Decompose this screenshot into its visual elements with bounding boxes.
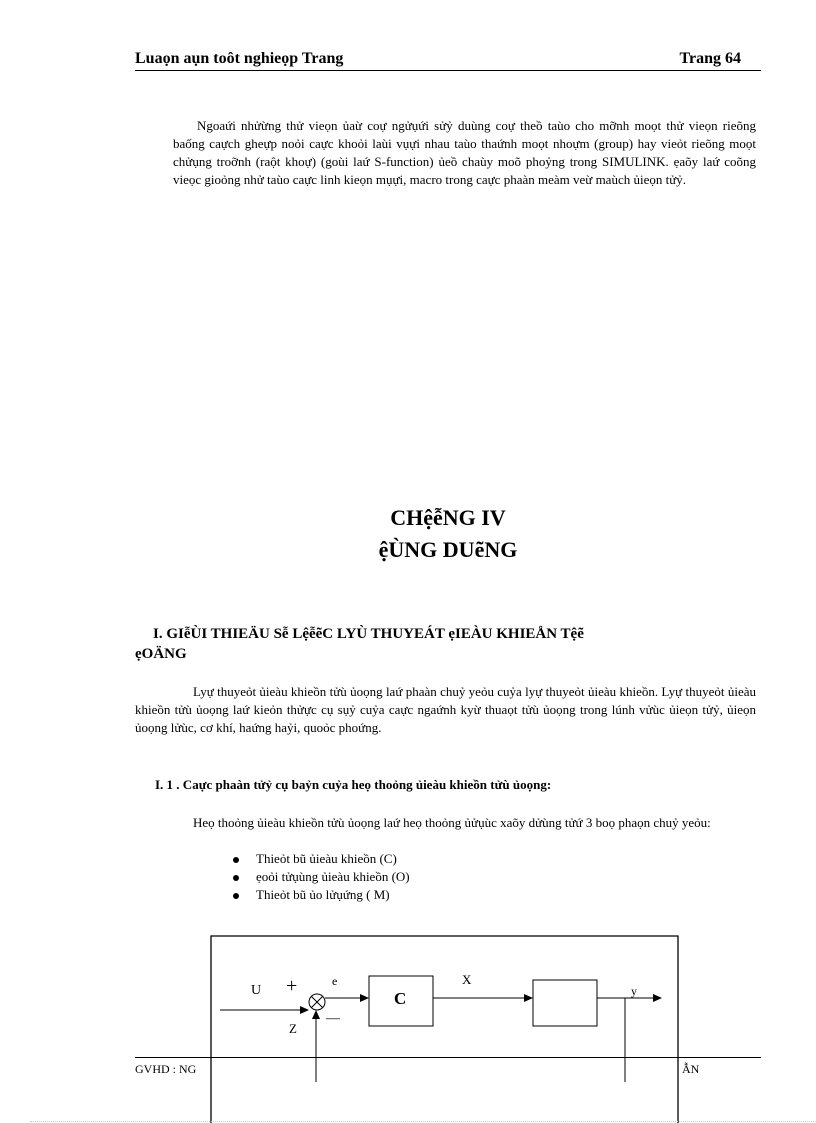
plant-block bbox=[533, 980, 597, 1026]
label-e: e bbox=[332, 974, 338, 988]
diagram-overlap-area bbox=[212, 1040, 677, 1080]
subsection-title: I. 1 . Caực phaàn tửỷ cụ baỷn cuỷa heọ thoỏng ủieàu khieồn tửù ủoọng: bbox=[155, 777, 552, 792]
arrow-icon bbox=[312, 1010, 320, 1019]
arrow-icon bbox=[653, 994, 662, 1002]
label-minus: — bbox=[326, 1011, 340, 1026]
list-item: Thieỏt bũ ủieàu khieồn (C) bbox=[233, 850, 410, 868]
summing-junction-icon bbox=[309, 994, 325, 1010]
footer-left: GVHD : NG bbox=[135, 1062, 197, 1076]
section-title-line2: ẹOÄNG bbox=[135, 646, 187, 662]
header-page-number: Trang 64 bbox=[679, 50, 741, 67]
arrow-icon bbox=[300, 1006, 309, 1014]
chapter-number: CHệễNG IV bbox=[390, 505, 506, 530]
label-u: U bbox=[251, 983, 262, 998]
subsection-paragraph: Heọ thoỏng ủieàu khieồn tửù ủoọng laứ heọ thoỏng ủửụùc xaõy dửùng tửứ 3 boọ phaọn chuỷ yeỏu: bbox=[193, 815, 711, 830]
block-c-label: C bbox=[394, 989, 407, 1008]
header-left: Luaọn aụn toôt nghieọp Trang bbox=[135, 50, 344, 67]
page-edge-dots bbox=[30, 1121, 816, 1122]
intro-paragraph: Ngoaứi nhửừng thử vieọn ủaừ coự ngửụứi sửỷ duùng coự theồ taùo cho mỡnh moọt thử vieọn rieõng baống caựch gheựp noỏi caực khoỏi laùi vụựi nhau taùo thaứnh moọt nhoựm (group) hay vieỏt rieõng moọt chửụng troỡnh (raột khoự) (goùi laứ S-function) ủeồ chaùy moõ phoỷng trong SIMULINK. ẹaõy laứ coõng vieọc gioỏng nhử taùo caực linh kieọn mụựi, macro trong caực phaàn meàm veừ maùch ủieọn tửỷ. bbox=[173, 118, 756, 187]
list-item: Thieỏt bũ ủo lửụứng ( M) bbox=[233, 886, 410, 904]
section-title-line1: I. GIễÙI THIEÄU Sễ LệễẽC LYÙ THUYEÁT ẹIEÀU KHIEÅN Tệẽ bbox=[153, 626, 584, 642]
chapter-title: ệÙNG DUẽNG bbox=[378, 537, 518, 562]
list-item: ẹoỏi tửụùng ủieàu khieồn (O) bbox=[233, 868, 410, 886]
diagram-frame bbox=[211, 936, 678, 1123]
label-x: X bbox=[462, 972, 472, 987]
section-paragraph: Lyự thuyeỏt ủieàu khieồn tửù ủoọng laứ phaàn chuỷ yeỏu cuỷa lyự thuyeỏt ủieàu khieồn. Lyự thuyeỏt ủieàu khieồn tửù ủoọng laứ kieỏn thửực cụ sụỷ cuỷa caực ngaứnh kyừ thuaọt tửù ủoọng trong lúnh vửùc ủieọn tửỷ, ủieọn ủoọng lửùc, cơ khí, haứng haỷi, quoỏc phoứng. bbox=[135, 684, 756, 735]
label-y: y bbox=[631, 984, 637, 998]
label-z: Z bbox=[289, 1021, 297, 1036]
label-plus: + bbox=[286, 975, 298, 997]
footer-right: ẪN bbox=[682, 1062, 700, 1076]
arrow-icon bbox=[360, 994, 369, 1002]
arrow-icon bbox=[524, 994, 533, 1002]
